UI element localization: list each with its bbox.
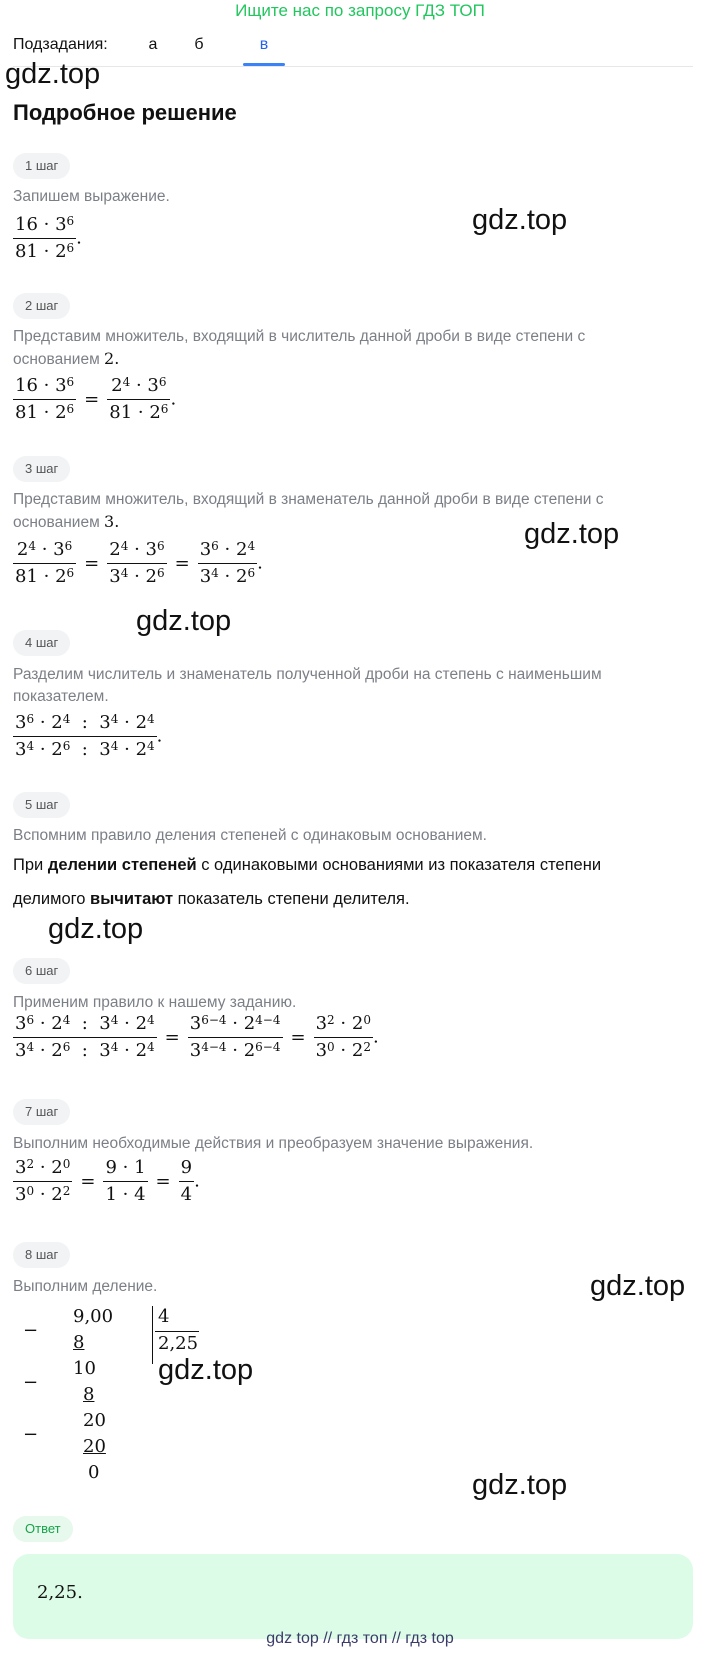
minus-sign: − (23, 1320, 39, 1341)
watermark: gdz.top (590, 1270, 686, 1302)
step-badge: 2 шаг (13, 293, 70, 319)
dividend: 9,00 (73, 1306, 114, 1327)
minus-sign: − (23, 1372, 39, 1393)
watermark: gdz.top (5, 58, 101, 90)
subtrahend: 8 (83, 1384, 95, 1405)
final-remainder: 0 (88, 1462, 100, 1483)
remainder: 20 (83, 1410, 106, 1431)
rule-text: При делении степеней с одинаковыми основаниями из показателя степени делимого вычитают показатель степени делителя. (13, 856, 602, 908)
step-text: Выполним необходимые действия и преобразуем значение выражения. (13, 1135, 534, 1152)
tab-a[interactable]: а (148, 36, 158, 53)
tab-b[interactable]: б (194, 36, 204, 53)
divisor: 4 (158, 1306, 170, 1327)
tab-v[interactable]: в (259, 36, 269, 53)
step-badge: 4 шаг (13, 630, 70, 656)
answer-badge: Ответ (13, 1516, 73, 1542)
formula-3: $\frac{2^4 \cdot 3^6}{81 \cdot 2^6}$ = $\frac{2^4 \cdot 3^6}{3^4 \cdot 2^6}$ = $\frac{3^6 \cdot 2^4}{3^4 \cdot 2^6}$ . (15, 539, 263, 587)
step-text: Запишем выражение. (13, 188, 170, 205)
step-badge: 6 шаг (13, 958, 70, 984)
step-text: Разделим числитель и знаменатель полученной дроби на степень с наименьшим показателем. (13, 666, 602, 705)
step-badge: 5 шаг (13, 792, 70, 818)
page-title: Подробное решение (13, 100, 237, 125)
top-banner[interactable]: Ищите нас по запросу ГДЗ ТОП (235, 1, 485, 20)
formula-6: $\frac{3^6 \cdot 2^4 : 3^4 \cdot 2^4}{3^4 \cdot 2^6 : 3^4 \cdot 2^4}$ = $\frac{3^{6-4} \cdot 2^{4-4}}{3^{4-4} \cdot 2^{6-4}}$ = $\frac{3^2 \cdot 2^0}{3^0 \cdot 2^2}$ . (15, 1013, 379, 1061)
step-badge: 8 шаг (13, 1242, 70, 1268)
quotient: 2,25 (158, 1333, 199, 1354)
step-text: Выполним деление. (13, 1278, 158, 1295)
watermark: gdz.top (136, 605, 232, 637)
formula-1: $\frac{16 \cdot 3^6}{81 \cdot 2^6}$ . (15, 214, 82, 262)
step-badge: 3 шаг (13, 456, 70, 482)
step-text: Применим правило к нашему заданию. (13, 994, 297, 1011)
remainder: 10 (73, 1358, 96, 1379)
step-badge: 7 шаг (13, 1099, 70, 1125)
formula-4: $\frac{3^6 \cdot 2^4 : 3^4 \cdot 2^4}{3^4 \cdot 2^6 : 3^4 \cdot 2^4}$ . (15, 712, 163, 760)
watermark: gdz.top (472, 204, 568, 236)
division-bar (152, 1306, 153, 1364)
step-text: Представим множитель, входящий в числитель данной дроби в виде степени с основанием 2. (13, 328, 586, 368)
watermark: gdz.top (158, 1354, 254, 1386)
step-text: Вспомним правило деления степеней с одинаковым основанием. (13, 827, 487, 844)
answer-value: 2,25. (37, 1582, 83, 1603)
watermark: gdz.top (472, 1469, 568, 1501)
formula-7: $\frac{3^2 \cdot 2^0}{3^0 \cdot 2^2}$ = $\frac{9 \cdot 1}{1 \cdot 4}$ = $\frac{9}{4}$ . (15, 1157, 200, 1205)
subtasks-nav (13, 36, 693, 67)
watermark: gdz.top (48, 913, 144, 945)
subtasks-label: Подзадания: (13, 36, 108, 53)
formula-2: $\frac{16 \cdot 3^6}{81 \cdot 2^6}$ = $\frac{2^4 \cdot 3^6}{81 \cdot 2^6}$ . (15, 375, 177, 423)
step-badge: 1 шаг (13, 153, 70, 179)
step-text: Представим множитель, входящий в знаменатель данной дроби в виде степени с основанием 3. (13, 491, 604, 531)
minus-sign: − (23, 1424, 39, 1445)
subtrahend: 8 (73, 1332, 85, 1353)
watermark: gdz.top (524, 518, 620, 550)
footer-links[interactable]: gdz top // гдз топ // гдз top (266, 1630, 454, 1647)
answer-box (13, 1554, 693, 1639)
active-tab-indicator (243, 63, 285, 66)
subtrahend: 20 (83, 1436, 106, 1457)
